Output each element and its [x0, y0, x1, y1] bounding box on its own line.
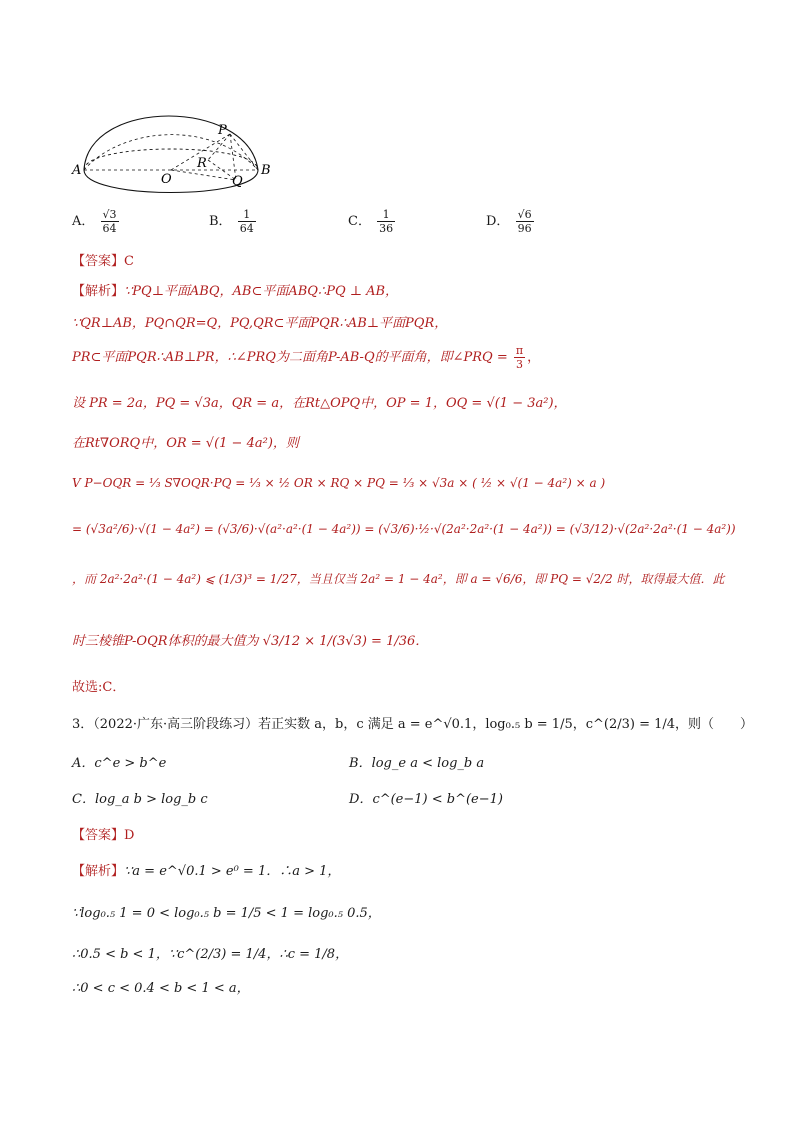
label-b: B [261, 163, 271, 178]
solution-tag: 【解析】 [72, 284, 125, 299]
option-letter: B． [209, 214, 232, 229]
q2-option-c [348, 208, 397, 235]
segment-oq [171, 170, 236, 180]
label-q: Q [232, 174, 243, 189]
answer-tag: 【答案】 [72, 254, 125, 269]
option-fraction: $\frac{√3}{64}$ [102, 208, 117, 235]
q2-solution-line7: = (√3a²/6)·√(1 − 4a²) = (√3/6)·√(a²·a²·(1 − 4a²)) = (√3/6)·½·√(2a²·2a²·(1 − 4a²)) = (√3/12)·√(2a²·2a²·(1 − 4a²)) [72, 522, 736, 536]
option-fraction: $\frac{1}{64}$ [239, 208, 254, 235]
q2-conclusion: 故选:C． [72, 680, 126, 695]
dome-arc [84, 116, 258, 170]
q2-option-a [72, 208, 121, 235]
option-fraction: $\frac{1}{36}$ [379, 208, 394, 235]
q2-solution-line2: ∵QR⊥AB，PQ∩QR=Q，PQ,QR⊂平面PQR∴AB⊥平面PQR， [72, 316, 448, 331]
q2-option-b [209, 208, 258, 235]
q2-answer [72, 250, 134, 269]
q3-option-a: A．c^e > b^e [72, 756, 167, 771]
option-fraction: $\frac{√6}{96}$ [517, 208, 532, 235]
option-letter: D． [486, 214, 510, 229]
q2-solution-line5: 在Rt∇ORQ中，OR = √(1 − 4a²)，则 [72, 436, 299, 451]
q3-solution-line2: ∵log₀.₅ 1 = 0 < log₀.₅ b = 1/5 < 1 = log₀.₅ 0.5， [72, 906, 381, 921]
q2-solution-line4: 设 PR = 2a，PQ = √3a，QR = a，在Rt△OPQ中，OP = 1，OQ = √(1 − 3a²)， [72, 396, 567, 411]
q3-option-d: D．c^(e−1) < b^(e−1) [349, 792, 503, 807]
label-p: P [218, 123, 227, 138]
q2-solution-line8: ，而 2a²·2a²·(1 − 4a²) ⩽ (1/3)³ = 1/27，当且仅当 2a² = 1 − 4a²，即 a = √6/6，即 PQ = √2/2 时，取得最大值．此 [72, 572, 725, 586]
q2-solution-line6: V P−OQR = ⅓ S∇OQR·PQ = ⅓ × ½ OR × RQ × PQ = ⅓ × √3a × ( ½ × √(1 − 4a²) × a ) [72, 476, 606, 490]
q2-option-d [486, 208, 536, 235]
label-r: R [197, 156, 207, 171]
q2-solution-line3: PR⊂平面PQR∴AB⊥PR，∴∠PRQ为二面角P-AB-Q的平面角，即∠PRQ = $\frac{\pi}{3}$ ， [72, 344, 541, 371]
q3-solution-line1: 【解析】∵a = e^√0.1 > e⁰ = 1．∴a > 1， [72, 864, 341, 879]
q3-solution-line4: ∴0 < c < 0.4 < b < 1 < a， [72, 981, 250, 996]
q3-answer: 【答案】D [72, 828, 135, 843]
q3-option-b: B．log_e a < log_b a [349, 756, 485, 771]
q3-stem: 3．（2022·广东·高三阶段练习）若正实数 a，b，c 满足 a = e^√0.1，log₀.₅ b = 1/5，c^(2/3) = 1/4，则（ ） [72, 717, 754, 732]
q2-solution-line9: 时三棱锥P-OQR体积的最大值为 √3/12 × 1/(3√3) = 1/36． [72, 634, 429, 649]
label-o: O [161, 172, 172, 187]
q3-option-c: C．log_a b > log_b c [72, 792, 208, 807]
option-letter: A． [72, 214, 95, 229]
answer-value: C [124, 254, 134, 269]
option-letter: C． [348, 214, 371, 229]
q2-solution-line1: 【解析】∵PQ⊥平面ABQ，AB⊂平面ABQ∴PQ ⊥ AB， [72, 284, 399, 299]
base-ellipse-back [84, 149, 258, 170]
q3-solution-line3: ∴0.5 < b < 1，∵c^(2/3) = 1/4，∴c = 1/8， [72, 947, 349, 962]
pi-over-3: $\frac{\pi}{3}$ [515, 344, 524, 371]
hemisphere-figure [60, 88, 280, 198]
label-a: A [72, 163, 82, 178]
inner-arc [84, 135, 258, 170]
